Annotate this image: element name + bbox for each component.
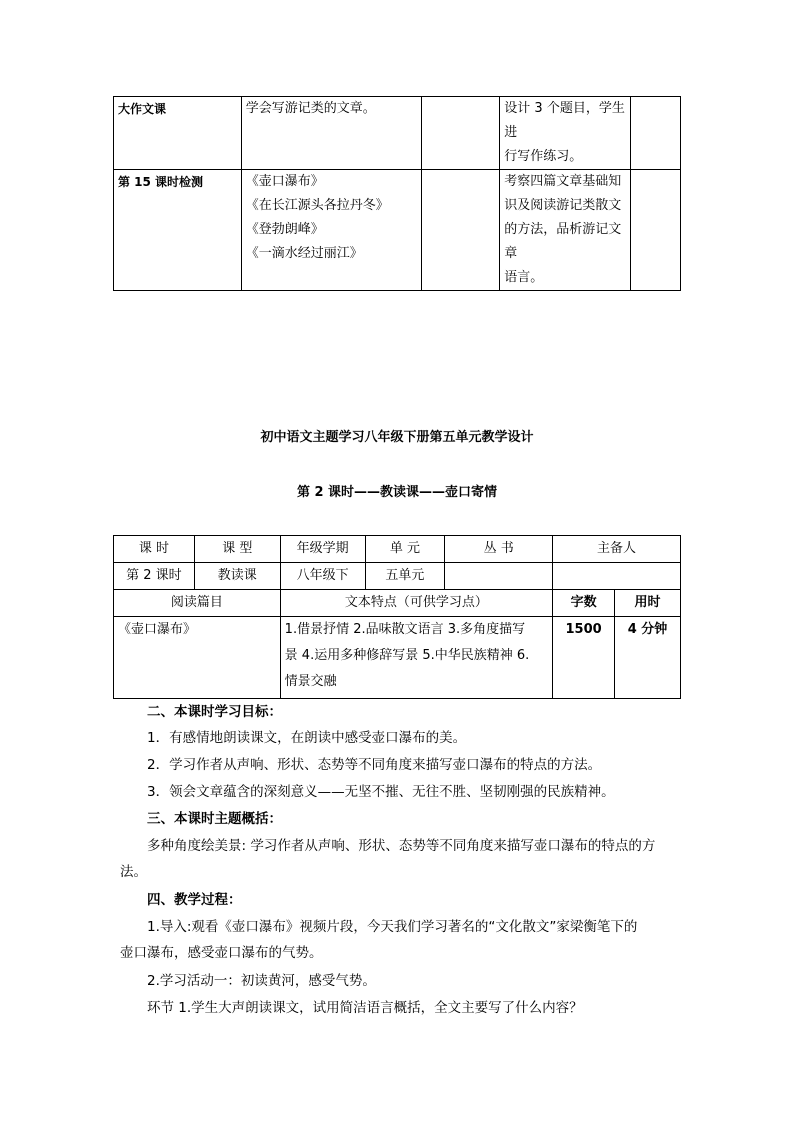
content-cell: 《壶口瀑布》 《在长江源头各拉丹冬》 《登勃朗峰》 《一滴水经过丽江》 bbox=[241, 170, 422, 291]
header-danyuan: 单 元 bbox=[365, 536, 445, 563]
table-row bbox=[114, 170, 681, 291]
section-heading-goals: 二、本课时学习目标： bbox=[147, 704, 282, 720]
section-heading-process: 四、教学过程： bbox=[147, 892, 242, 908]
goal-item: 2．学习作者从声响、形状、态势等不同角度来描写壶口瀑布的特点的方法。 bbox=[147, 757, 602, 773]
header-zishu: 字数 bbox=[553, 590, 615, 617]
content-cell: 学会写游记类的文章。 bbox=[241, 97, 422, 170]
empty-cell bbox=[422, 97, 500, 170]
cell-zishu: 1500 bbox=[553, 617, 615, 699]
header-nianji: 年级学期 bbox=[280, 536, 365, 563]
theme-paragraph: 多种角度绘美景: 学习作者从声响、形状、态势等不同角度来描写壶口瀑布的特点的方 法。 bbox=[120, 838, 656, 880]
header-keshi: 课 时 bbox=[114, 536, 195, 563]
table-row bbox=[114, 563, 681, 590]
cell-tedian: 1.借景抒情 2.品味散文语言 3.多角度描写 景 4.运用多种修辞写景 5.中华民族精神 6. 情景交融 bbox=[280, 617, 552, 699]
table-row bbox=[114, 97, 681, 170]
lesson-info-table bbox=[113, 535, 681, 699]
table-row bbox=[114, 617, 681, 699]
cell-pianmu: 《壶口瀑布》 bbox=[114, 617, 281, 699]
empty-cell bbox=[631, 97, 681, 170]
lesson-name-cell: 大作文课 bbox=[114, 97, 242, 170]
header-kexing: 课 型 bbox=[194, 536, 280, 563]
process-paragraph: 2.学习活动一：初读黄河，感受气势。 bbox=[147, 973, 376, 989]
header-tedian: 文本特点（可供学习点） bbox=[280, 590, 552, 617]
header-congshu: 丛 书 bbox=[445, 536, 553, 563]
note-cell: 设计 3 个题目，学生进 行写作练习。 bbox=[500, 97, 631, 170]
cell-keshi: 第 2 课时 bbox=[114, 563, 195, 590]
header-zhubeiren: 主备人 bbox=[553, 536, 681, 563]
goal-item: 3．领会文章蕴含的深刻意义——无坚不摧、无往不胜、坚韧刚强的民族精神。 bbox=[147, 784, 615, 800]
table-header-row bbox=[114, 590, 681, 617]
lesson-name-cell: 第 15 课时检测 bbox=[114, 170, 242, 291]
section-heading-theme: 三、本课时主题概括： bbox=[147, 811, 282, 827]
plan-table-continued bbox=[113, 96, 681, 291]
cell-kexing: 教读课 bbox=[194, 563, 280, 590]
cell-yongshi: 4 分钟 bbox=[615, 617, 681, 699]
goal-item: 1．有感情地朗读课文，在朗读中感受壶口瀑布的美。 bbox=[147, 730, 467, 746]
header-yongshi: 用时 bbox=[615, 590, 681, 617]
process-paragraph: 环节 1.学生大声朗读课文，试用简洁语言概括，全文主要写了什么内容？ bbox=[147, 1000, 583, 1016]
note-cell: 考察四篇文章基础知 识及阅读游记类散文 的方法，品析游记文章 语言。 bbox=[500, 170, 631, 291]
process-paragraph: 1.导入:观看《壶口瀑布》视频片段，今天我们学习著名的“文化散文”家梁衡笔下的 壶口瀑布，感受壶口瀑布的气势。 bbox=[120, 919, 638, 961]
table-header-row bbox=[114, 536, 681, 563]
empty-cell bbox=[631, 170, 681, 291]
lesson-title: 第 2 课时——教读课——壶口寄情 bbox=[296, 485, 498, 500]
cell-nianji: 八年级下 bbox=[280, 563, 365, 590]
cell-danyuan: 五单元 bbox=[365, 563, 445, 590]
empty-cell bbox=[422, 170, 500, 291]
cell-congshu bbox=[445, 563, 553, 590]
cell-zhubeiren bbox=[553, 563, 681, 590]
document-title: 初中语文主题学习八年级下册第五单元教学设计 bbox=[260, 430, 534, 445]
header-pianmu: 阅读篇目 bbox=[114, 590, 281, 617]
